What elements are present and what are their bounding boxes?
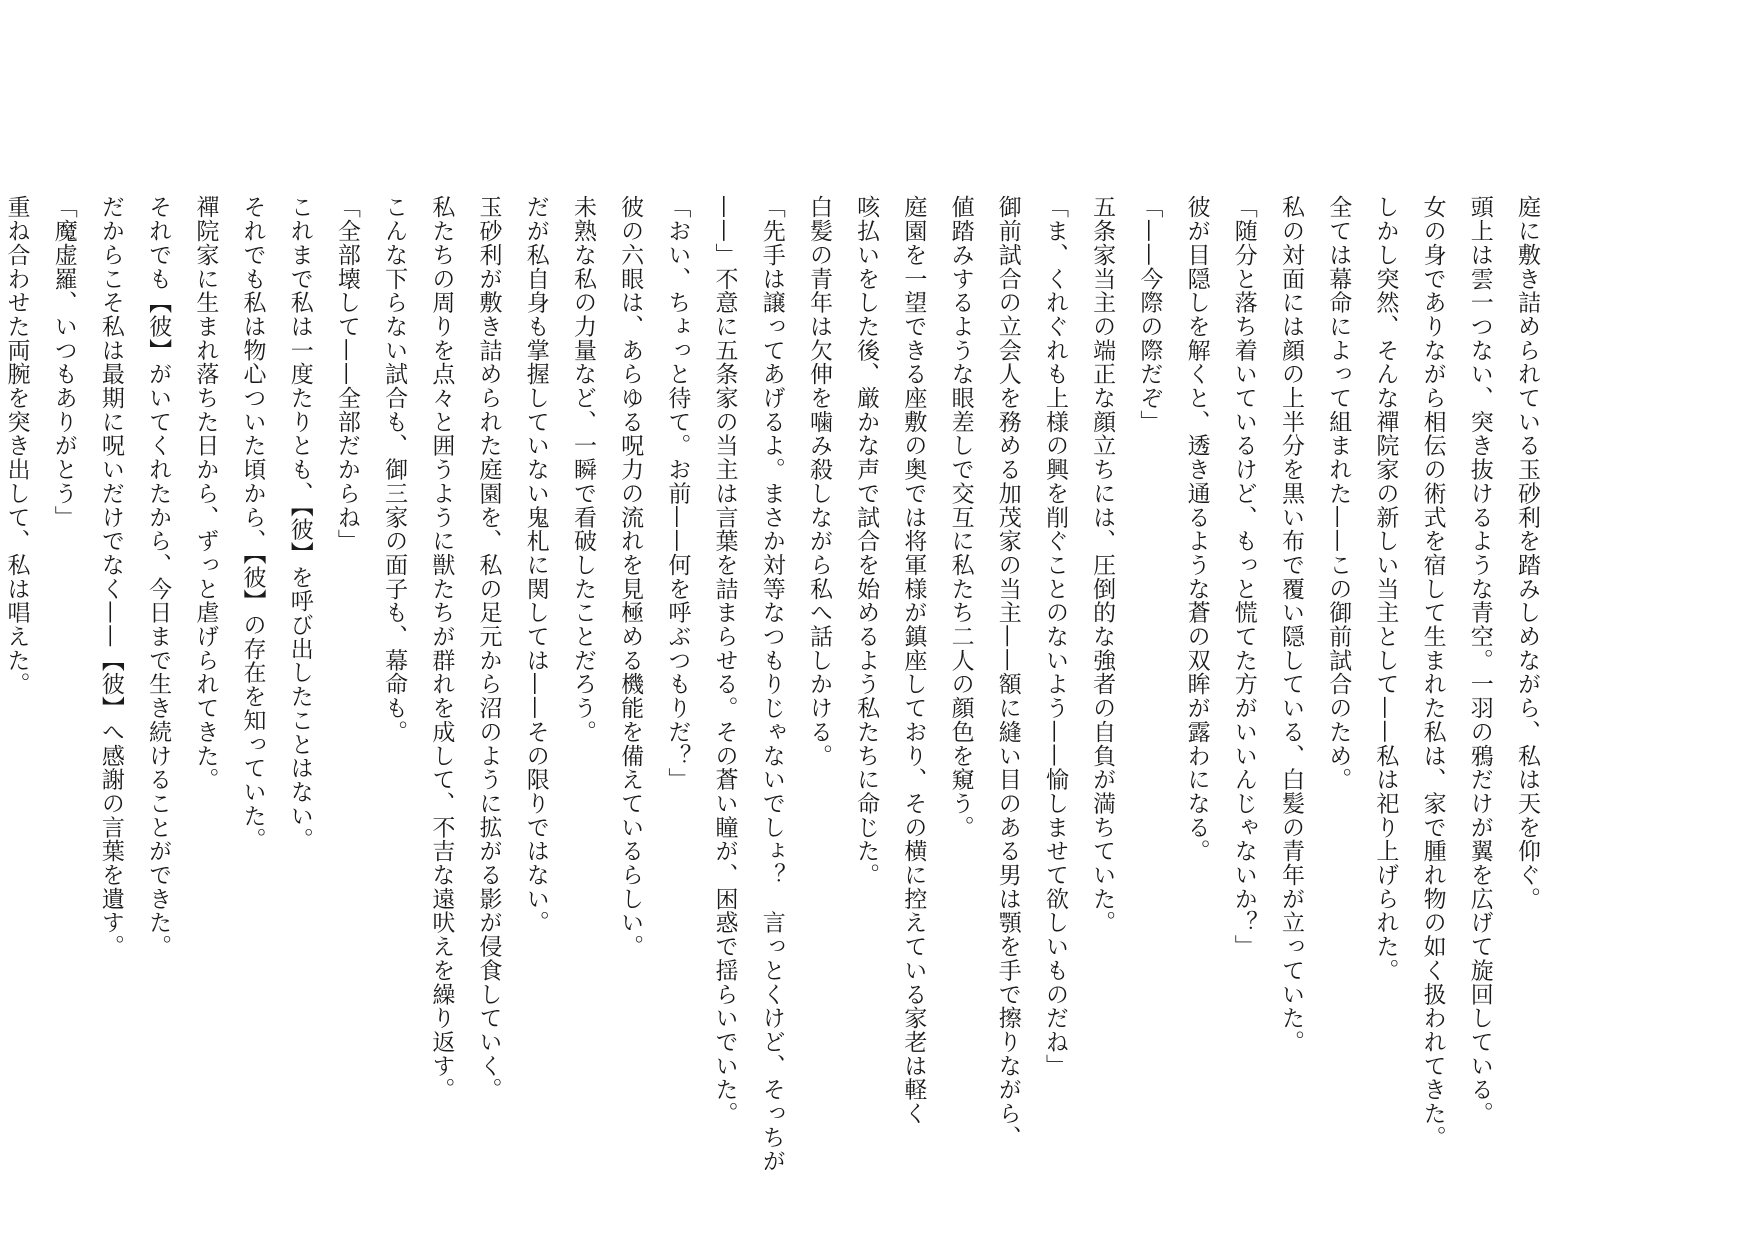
text-line: 禪院家に生まれ落ちた日から、ずっと虐げられてきた。 (192, 195, 219, 792)
text-line: 玉砂利が敷き詰められた庭園を、私の足元から沼のように拡がる影が侵食していく。 (475, 195, 502, 1102)
text-line: それでも私は物心ついた頃から、【彼】の存在を知っていた。 (239, 195, 266, 852)
text-line: 彼の六眼は、あらゆる呪力の流れを見極める機能を備えているらしい。 (617, 195, 644, 959)
text-line: 全ては幕命によって組まれた——この御前試合のため。 (1325, 195, 1352, 792)
text-line: 彼が目隠しを解くと、透き通るような蒼の双眸が露わになる。 (1183, 195, 1210, 863)
dialogue-line: 「ま、くれぐれも上様の興を削ぐことのないよう——愉しませて欲しいものだね」 (1041, 195, 1068, 1078)
text-line: だが私自身も掌握していない鬼札に関しては——その限りではない。 (522, 195, 549, 935)
text-line: これまで私は一度たりとも、【彼】を呼び出したことはない。 (286, 195, 313, 852)
text-line: 五条家当主の端正な顔立ちには、圧倒的な強者の自負が満ちていた。 (1089, 195, 1116, 935)
text-line: 頭上は雲一つない、突き抜けるような青空。一羽の鴉だけが翼を広げて旋回している。 (1466, 195, 1493, 1126)
dialogue-line: 「全部壊して——全部だからね」 (333, 195, 360, 553)
text-line: ——」不意に五条家の当主は言葉を詰まらせる。その蒼い瞳が、困惑で揺らいでいた。 (711, 195, 738, 1126)
text-line: こんな下らない試合も、御三家の面子も、幕命も。 (381, 195, 408, 744)
text-line: 未熟な私の力量など、一瞬で看破したことだろう。 (569, 195, 596, 744)
text-line: 値踏みするような眼差しで交互に私たち二人の顔色を窺う。 (947, 195, 974, 839)
vertical-text-block (0, 195, 1550, 1173)
text-line: 私の対面には顔の上半分を黒い布で覆い隠している、白髪の青年が立っていた。 (1277, 195, 1304, 1054)
text-line: 咳払いをした後、厳かな声で試合を始めるよう私たちに命じた。 (853, 195, 880, 887)
text-line: しかし突然、そんな禪院家の新しい当主として——私は祀り上げられた。 (1372, 195, 1399, 983)
text-line: 御前試合の立会人を務める加茂家の当主——額に縫い目のある男は顎を手で擦りながら、 (994, 195, 1021, 1149)
text-line: 私たちの周りを点々と囲うように獣たちが群れを成して、不吉な遠吠えを繰り返す。 (428, 195, 455, 1102)
dialogue-line: 「先手は譲ってあげるよ。まさか対等なつもりじゃないでしょ？ 言っとくけど、そっちが (758, 195, 785, 1173)
text-line: 庭に敷き詰められている玉砂利を踏みしめながら、私は天を仰ぐ。 (1514, 195, 1540, 911)
text-line: 女の身でありながら相伝の術式を宿して生まれた私は、家で腫れ物の如く扱われてきた。 (1419, 195, 1446, 1149)
text-line: 庭園を一望できる座敷の奥では将軍様が鎮座しており、その横に控えている家老は軽く (900, 195, 927, 1126)
dialogue-line: 「随分と落ち着いているけど、もっと慌てた方がいいんじゃないか？」 (1230, 195, 1257, 959)
dialogue-line: 「——今際の際だぞ」 (1136, 195, 1163, 434)
text-line: だからこそ私は最期に呪いだけでなく——【彼】へ感謝の言葉を遺す。 (97, 195, 124, 959)
dialogue-line: 「おい、ちょっと待て。お前——何を呼ぶつもりだ？」 (664, 195, 691, 792)
text-line: 白髪の青年は欠伸を噛み殺しながら私へ話しかける。 (805, 195, 832, 768)
text-line: それでも【彼】がいてくれたから、今日まで生き続けることができた。 (145, 195, 172, 959)
text-line: 重ね合わせた両腕を突き出して、私は唱えた。 (3, 195, 30, 696)
dialogue-line: 「魔虚羅、いつもありがとう」 (50, 195, 77, 529)
